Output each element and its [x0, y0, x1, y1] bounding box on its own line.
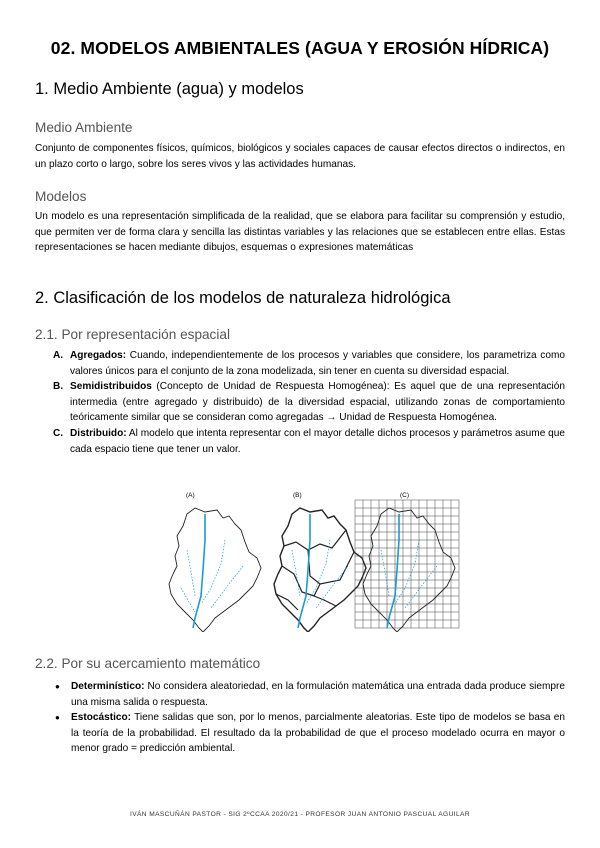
distributed-basin	[355, 500, 459, 632]
list-term: Semidistribuidos	[70, 381, 152, 393]
list-term: Distribuido:	[70, 427, 127, 439]
document-title: 02. MODELOS AMBIENTALES (AGUA Y EROSIÓN HÍDRICA)	[50, 38, 550, 58]
section-2-2-heading: 2.2. Por su acercamiento matemático	[35, 656, 261, 671]
page-footer: IVÁN MASCUÑÁN PASTOR - SIG 2ºCCAA 2020/21 - PROFESOR JUAN ANTONIO PASCUAL AGUILAR	[129, 811, 471, 818]
list-text: Cuando, independientemente de los procesos y variables que considere, los parametriza como valores únicos para el conjunto de la zona modelizada, sin tener en cuenta su diversidad espacial.	[70, 350, 565, 377]
list-term: Estocástico:	[71, 712, 132, 724]
list-item	[53, 379, 565, 426]
list-item	[55, 679, 565, 710]
figure-label-a: (A)	[186, 492, 195, 499]
bullet-icon: ●	[55, 713, 60, 723]
spatial-model-list	[53, 348, 565, 457]
list-text: Tiene salidas que son, por lo menos, parcialmente aleatorias. Este tipo de modelos se basa en la teoría de la probabilidad. El resultado da la probabilidad de que el proceso modelado ocurra en mayor o menor grado = predicción ambiental.	[71, 712, 565, 755]
section-2-1-heading: 2.1. Por representación espacial	[35, 327, 230, 342]
list-marker: C.	[53, 427, 64, 439]
list-item	[55, 710, 565, 757]
modelos-heading: Modelos	[35, 189, 87, 204]
list-item	[53, 348, 565, 379]
list-term: Determinístico:	[71, 681, 145, 692]
aggregated-basin	[169, 508, 261, 632]
semidistributed-basin	[274, 508, 366, 632]
math-model-list	[55, 679, 565, 757]
figure-label-c: (C)	[400, 492, 410, 499]
list-marker: B.	[53, 381, 64, 393]
bullet-icon: ●	[55, 682, 60, 691]
medio-ambiente-heading: Medio Ambiente	[35, 120, 133, 135]
list-marker: A.	[53, 350, 64, 361]
list-item	[53, 426, 565, 457]
watershed-diagram	[160, 492, 460, 632]
list-term: Agregados:	[70, 350, 127, 361]
section-1-heading: 1. Medio Ambiente (agua) y modelos	[35, 80, 304, 98]
section-2-heading: 2. Clasificación de los modelos de naturaleza hidrológica	[35, 289, 451, 307]
medio-ambiente-text: Conjunto de componentes físicos, químicos, biológicos y sociales capaces de causar efectos directos o indirectos, en un plazo corto o largo, sobre los seres vivos y las actividades humanas.	[35, 143, 565, 170]
figure-label-b: (B)	[293, 492, 302, 499]
list-text: (Concepto de Unidad de Respuesta Homogénea): Es aquel que de una representación intermedia (entre agregado y distribuido) de la diversidad espacial, utilizando zonas de comportamiento teóricamente similar que se consideran como agregadas → Unidad de Respuesta Homogénea.	[70, 381, 565, 424]
modelos-text: Un modelo es una representación simplificada de la realidad, que se elabora para facilitar su comprensión y estudio, que permiten ver de forma clara y sencilla las distintas variables y las relaciones que se establecen entre ellas. Estas representaciones se hacen mediante dibujos, esquemas o expresiones matemáticas	[35, 211, 565, 254]
list-text: Al modelo que intenta representar con el mayor detalle dichos procesos y parámetros asume que cada espacio tiene que tener un valor.	[70, 427, 565, 455]
watershed-models-figure	[160, 492, 460, 632]
list-text: No considera aleatoriedad, en la formulación matemática una entrada dada produce siempre una misma salida o respuesta.	[71, 681, 565, 708]
